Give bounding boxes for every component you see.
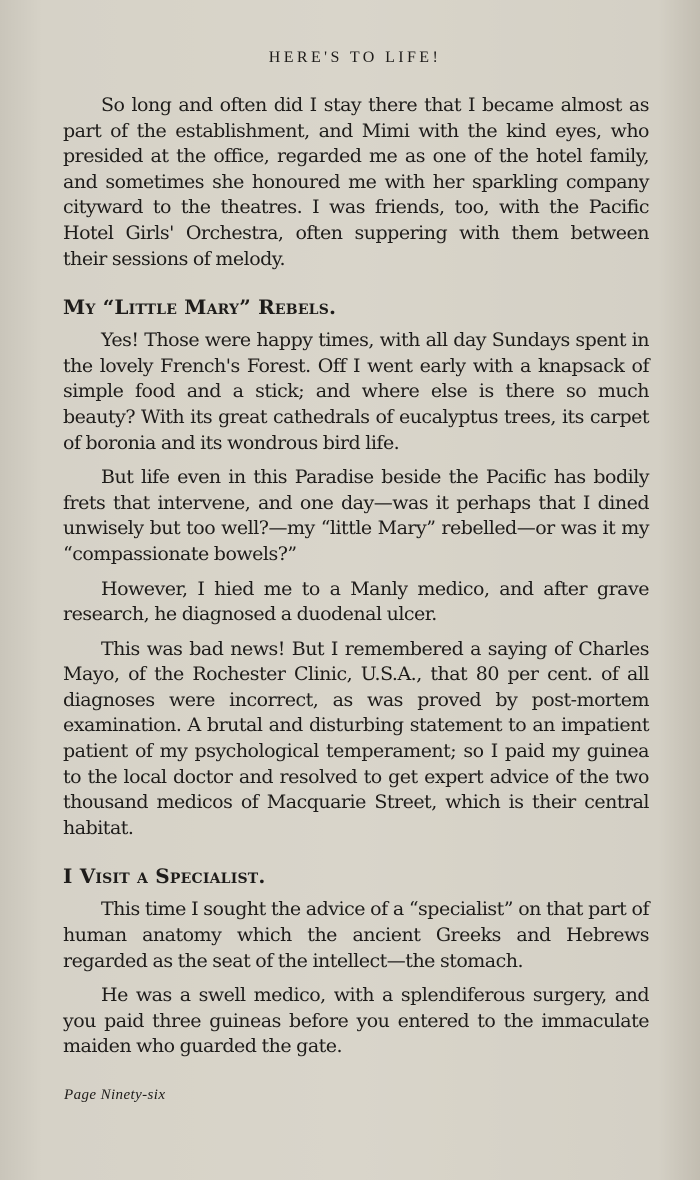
paragraph-swell-medico: He was a swell medico, with a splendiferous surgery, and you paid three guineas before you entered to the immaculate maiden who guarded the gate. xyxy=(63,984,649,1058)
section-heading-specialist: I Visit a Specialist. xyxy=(63,864,266,889)
paragraph-bodily-frets: But life even in this Paradise beside the Pacific has bodily frets that intervene, and one day—was it perhaps that I dined unwisely but too well?—my “little Mary” rebelled—or was it my “compassionate bowels?” xyxy=(63,466,649,565)
paragraph-frenchs-forest: Yes! Those were happy times, with all day Sundays spent in the lovely French's Forest. Off I went early with a knapsack of simple food and a stick; and where else is there so much beauty? With its great cathedrals of eucalyptus trees, its carpet of boronia and its wondrous bird life. xyxy=(63,329,649,454)
paragraph-bad-news: This was bad news! But I remembered a saying of Charles Mayo, of the Rochester Clinic, U.S.A., that 80 per cent. of all diagnoses were incorrect, as was proved by post-mortem examination. A brutal and disturbing statement to an impatient patient of my psychological temperament; so I paid my guinea to the local doctor and resolved to get expert advice of the two thousand medicos of Macquarie Street, which is their central habitat. xyxy=(63,637,649,839)
page-number: Page Ninety-six xyxy=(64,1087,166,1103)
running-head: HERE'S TO LIFE! xyxy=(268,49,442,66)
body-text xyxy=(63,93,649,1060)
paragraph-stomach: This time I sought the advice of a “specialist” on that part of human anatomy which the ancient Greeks and Hebrews regarded as the seat of the intellect—the stomach. xyxy=(63,898,649,972)
paragraph-manly-medico: However, I hied me to a Manly medico, and after grave research, he diagnosed a duodenal ulcer. xyxy=(63,577,649,626)
paragraph-hotel-life: So long and often did I stay there that I became almost as part of the establishment, and Mimi with the kind eyes, who presided at the office, regarded me as one of the hotel family, and sometimes she honoured me with her sparkling company cityward to the theatres. I was friends, too, with the Pacific Hotel Girls' Orchestra, often suppering with them between their sessions of melody. xyxy=(63,94,649,270)
section-heading-little-mary: My “Little Mary” Rebels. xyxy=(63,295,337,320)
